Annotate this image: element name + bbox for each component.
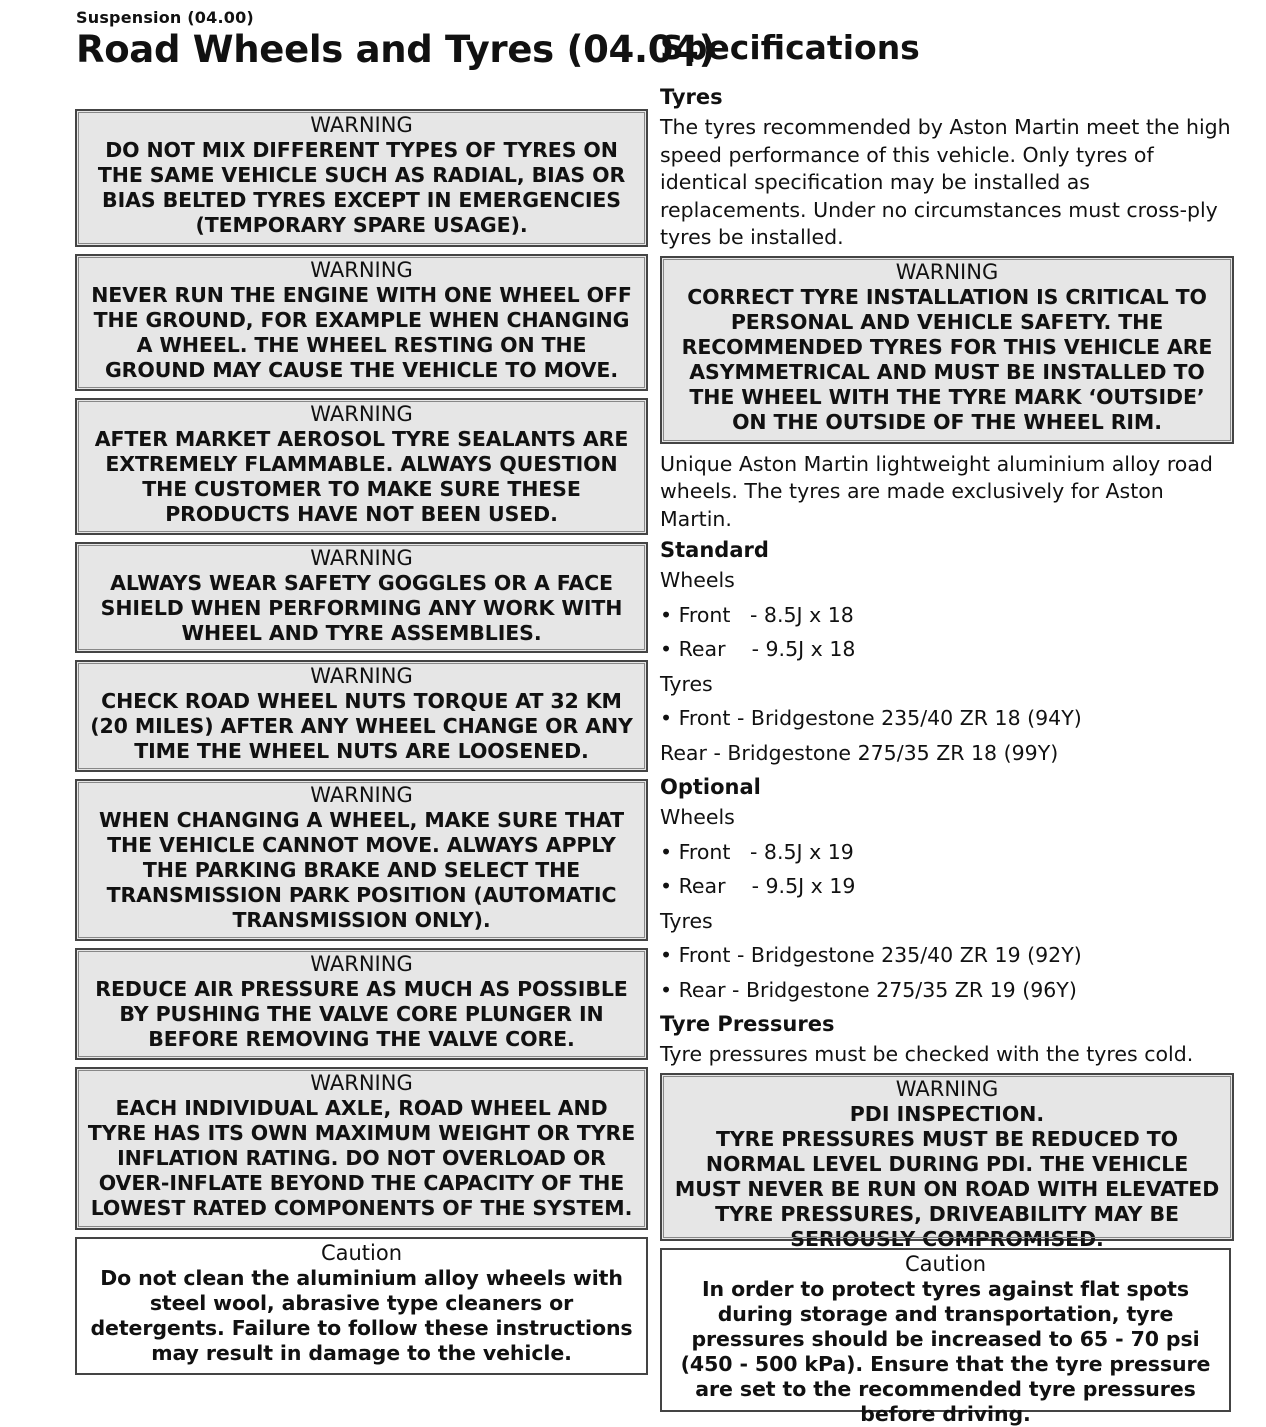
wheels-intro-text: Unique Aston Martin lightweight aluminium alloy road wheels. The tyres are made exclusively for Aston Martin.	[660, 451, 1213, 531]
warning-box-tyre-installation	[660, 256, 1234, 444]
standard-tyre-rear: Rear - Bridgestone 275/35 ZR 18 (99Y)	[660, 740, 1059, 765]
heading-tyres: Tyres	[660, 85, 723, 109]
optional-tyres-label: Tyres	[660, 908, 713, 933]
caution-box-cleaning	[75, 1237, 648, 1375]
warning-text: AFTER MARKET AEROSOL TYRE SEALANTS ARE EXTREMELY FLAMMABLE. ALWAYS QUESTION THE CUSTOMER TO MAKE SURE THESE PRODUCTS HAVE NOT BEEN USED.	[94, 427, 629, 526]
warning-heading: WARNING	[310, 258, 413, 282]
warning-heading: WARNING	[310, 402, 413, 426]
warning-text: CHECK ROAD WHEEL NUTS TORQUE AT 32 KM (20 MILES) AFTER ANY WHEEL CHANGE OR ANY TIME THE WHEEL NUTS ARE LOOSENED.	[90, 689, 633, 763]
warning-box-changing-wheel	[75, 779, 648, 941]
standard-wheels-label: Wheels	[660, 568, 735, 592]
warning-box-safety-goggles	[75, 542, 648, 653]
heading-optional: Optional	[660, 775, 761, 799]
standard-tyres-label: Tyres	[660, 671, 713, 696]
heading-standard: Standard	[660, 538, 769, 562]
heading-tyre-pressures: Tyre Pressures	[660, 1012, 835, 1036]
caution-box-flat-spots	[660, 1248, 1231, 1426]
tyres-intro-text: The tyres recommended by Aston Martin meet the high speed performance of this vehicle. Only tyres of identical specification may be installed as replacements. Under no circumstances must cross-ply tyres be installed.	[660, 115, 1231, 249]
page-title: Road Wheels and Tyres (04.04)	[76, 28, 716, 71]
warning-heading: WARNING	[310, 546, 413, 570]
caution-heading: Caution	[320, 1241, 403, 1265]
warning-box-air-pressure	[75, 948, 648, 1060]
warning-heading: WARNING	[310, 664, 413, 688]
warning-heading: WARNING	[895, 259, 999, 284]
caution-text: In order to protect tyres against flat spots during storage and transportation, tyre pressures should be increased to 65 - 70 psi (450 - 500 kPa). Ensure that the tyre pressure are set to the recommended tyre pressures before driving.	[680, 1276, 1211, 1426]
warning-text: WHEN CHANGING A WHEEL, MAKE SURE THAT THE VEHICLE CANNOT MOVE. ALWAYS APPLY THE PARKING BRAKE AND SELECT THE TRANSMISSION PARK POSITION (AUTOMATIC TRANSMISSION ONLY).	[99, 808, 624, 932]
warning-heading: WARNING	[895, 1076, 999, 1101]
standard-tyre-front: • Front - Bridgestone 235/40 ZR 18 (94Y)	[660, 705, 1234, 731]
warning-heading: WARNING	[310, 113, 413, 137]
warning-text: NEVER RUN THE ENGINE WITH ONE WHEEL OFF THE GROUND, FOR EXAMPLE WHEN CHANGING A WHEEL. THE WHEEL RESTING ON THE GROUND MAY CAUSE THE VEHICLE TO MOVE.	[91, 283, 632, 382]
warning-text: REDUCE AIR PRESSURE AS MUCH AS POSSIBLE BY PUSHING THE VALVE CORE PLUNGER IN BEFORE REMOVING THE VALVE CORE.	[95, 977, 628, 1051]
optional-tyre-front: • Front - Bridgestone 235/40 ZR 19 (92Y)	[660, 942, 1234, 968]
warning-text: ALWAYS WEAR SAFETY GOGGLES OR A FACE SHIELD WHEN PERFORMING ANY WORK WITH WHEEL AND TYRE ASSEMBLIES.	[100, 571, 623, 645]
tyre-pressures-text: Tyre pressures must be checked with the tyres cold.	[660, 1042, 1194, 1066]
section-title-specifications: Specifications	[660, 28, 920, 67]
optional-wheel-rear: • Rear - 9.5J x 19	[660, 873, 1234, 899]
breadcrumb: Suspension (04.00)	[76, 8, 254, 27]
warning-heading: WARNING	[310, 952, 413, 976]
warning-text: TYRE PRESSURES MUST BE REDUCED TO NORMAL LEVEL DURING PDI. THE VEHICLE MUST NEVER BE RUN ON ROAD WITH ELEVATED TYRE PRESSURES, DRIVEABILITY MAY BE SERIOUSLY COMPROMISED.	[674, 1126, 1220, 1251]
left-column	[75, 109, 648, 1382]
warning-box-nut-torque	[75, 660, 648, 772]
warning-box-load-rating	[75, 1067, 648, 1230]
standard-wheel-rear: • Rear - 9.5J x 18	[660, 636, 1234, 662]
warning-subheading: PDI INSPECTION.	[849, 1101, 1045, 1126]
warning-box-aerosol-sealants	[75, 398, 648, 535]
warning-box-mixing-tyres	[75, 109, 648, 247]
warning-text: DO NOT MIX DIFFERENT TYPES OF TYRES ON THE SAME VEHICLE SUCH AS RADIAL, BIAS OR BIAS BELTED TYRES EXCEPT IN EMERGENCIES (TEMPORARY SPARE USAGE).	[97, 138, 626, 237]
optional-wheel-front: • Front - 8.5J x 19	[660, 839, 1234, 865]
warning-text: EACH INDIVIDUAL AXLE, ROAD WHEEL AND TYRE HAS ITS OWN MAXIMUM WEIGHT OR TYRE INFLATION RATING. DO NOT OVERLOAD OR OVER-INFLATE BEYOND THE CAPACITY OF THE LOWEST RATED COMPONENTS OF THE SYSTEM.	[87, 1096, 636, 1220]
right-column	[660, 82, 1234, 1426]
standard-wheel-front: • Front - 8.5J x 18	[660, 602, 1234, 628]
warning-text: CORRECT TYRE INSTALLATION IS CRITICAL TO PERSONAL AND VEHICLE SAFETY. THE RECOMMENDED TYRES FOR THIS VEHICLE ARE ASYMMETRICAL AND MUST BE INSTALLED TO THE WHEEL WITH THE TYRE MARK ‘OUTSIDE’ ON THE OUTSIDE OF THE WHEEL RIM.	[681, 284, 1213, 434]
warning-heading: WARNING	[310, 1071, 413, 1095]
optional-wheels-label: Wheels	[660, 805, 735, 829]
warning-heading: WARNING	[310, 783, 413, 807]
optional-tyre-rear: • Rear - Bridgestone 275/35 ZR 19 (96Y)	[660, 977, 1234, 1003]
caution-heading: Caution	[904, 1251, 987, 1276]
caution-text: Do not clean the aluminium alloy wheels with steel wool, abrasive type cleaners or detergents. Failure to follow these instructions may result in damage to the vehicle.	[90, 1266, 633, 1365]
warning-box-engine-wheel-off	[75, 254, 648, 391]
warning-box-pdi	[660, 1073, 1234, 1251]
